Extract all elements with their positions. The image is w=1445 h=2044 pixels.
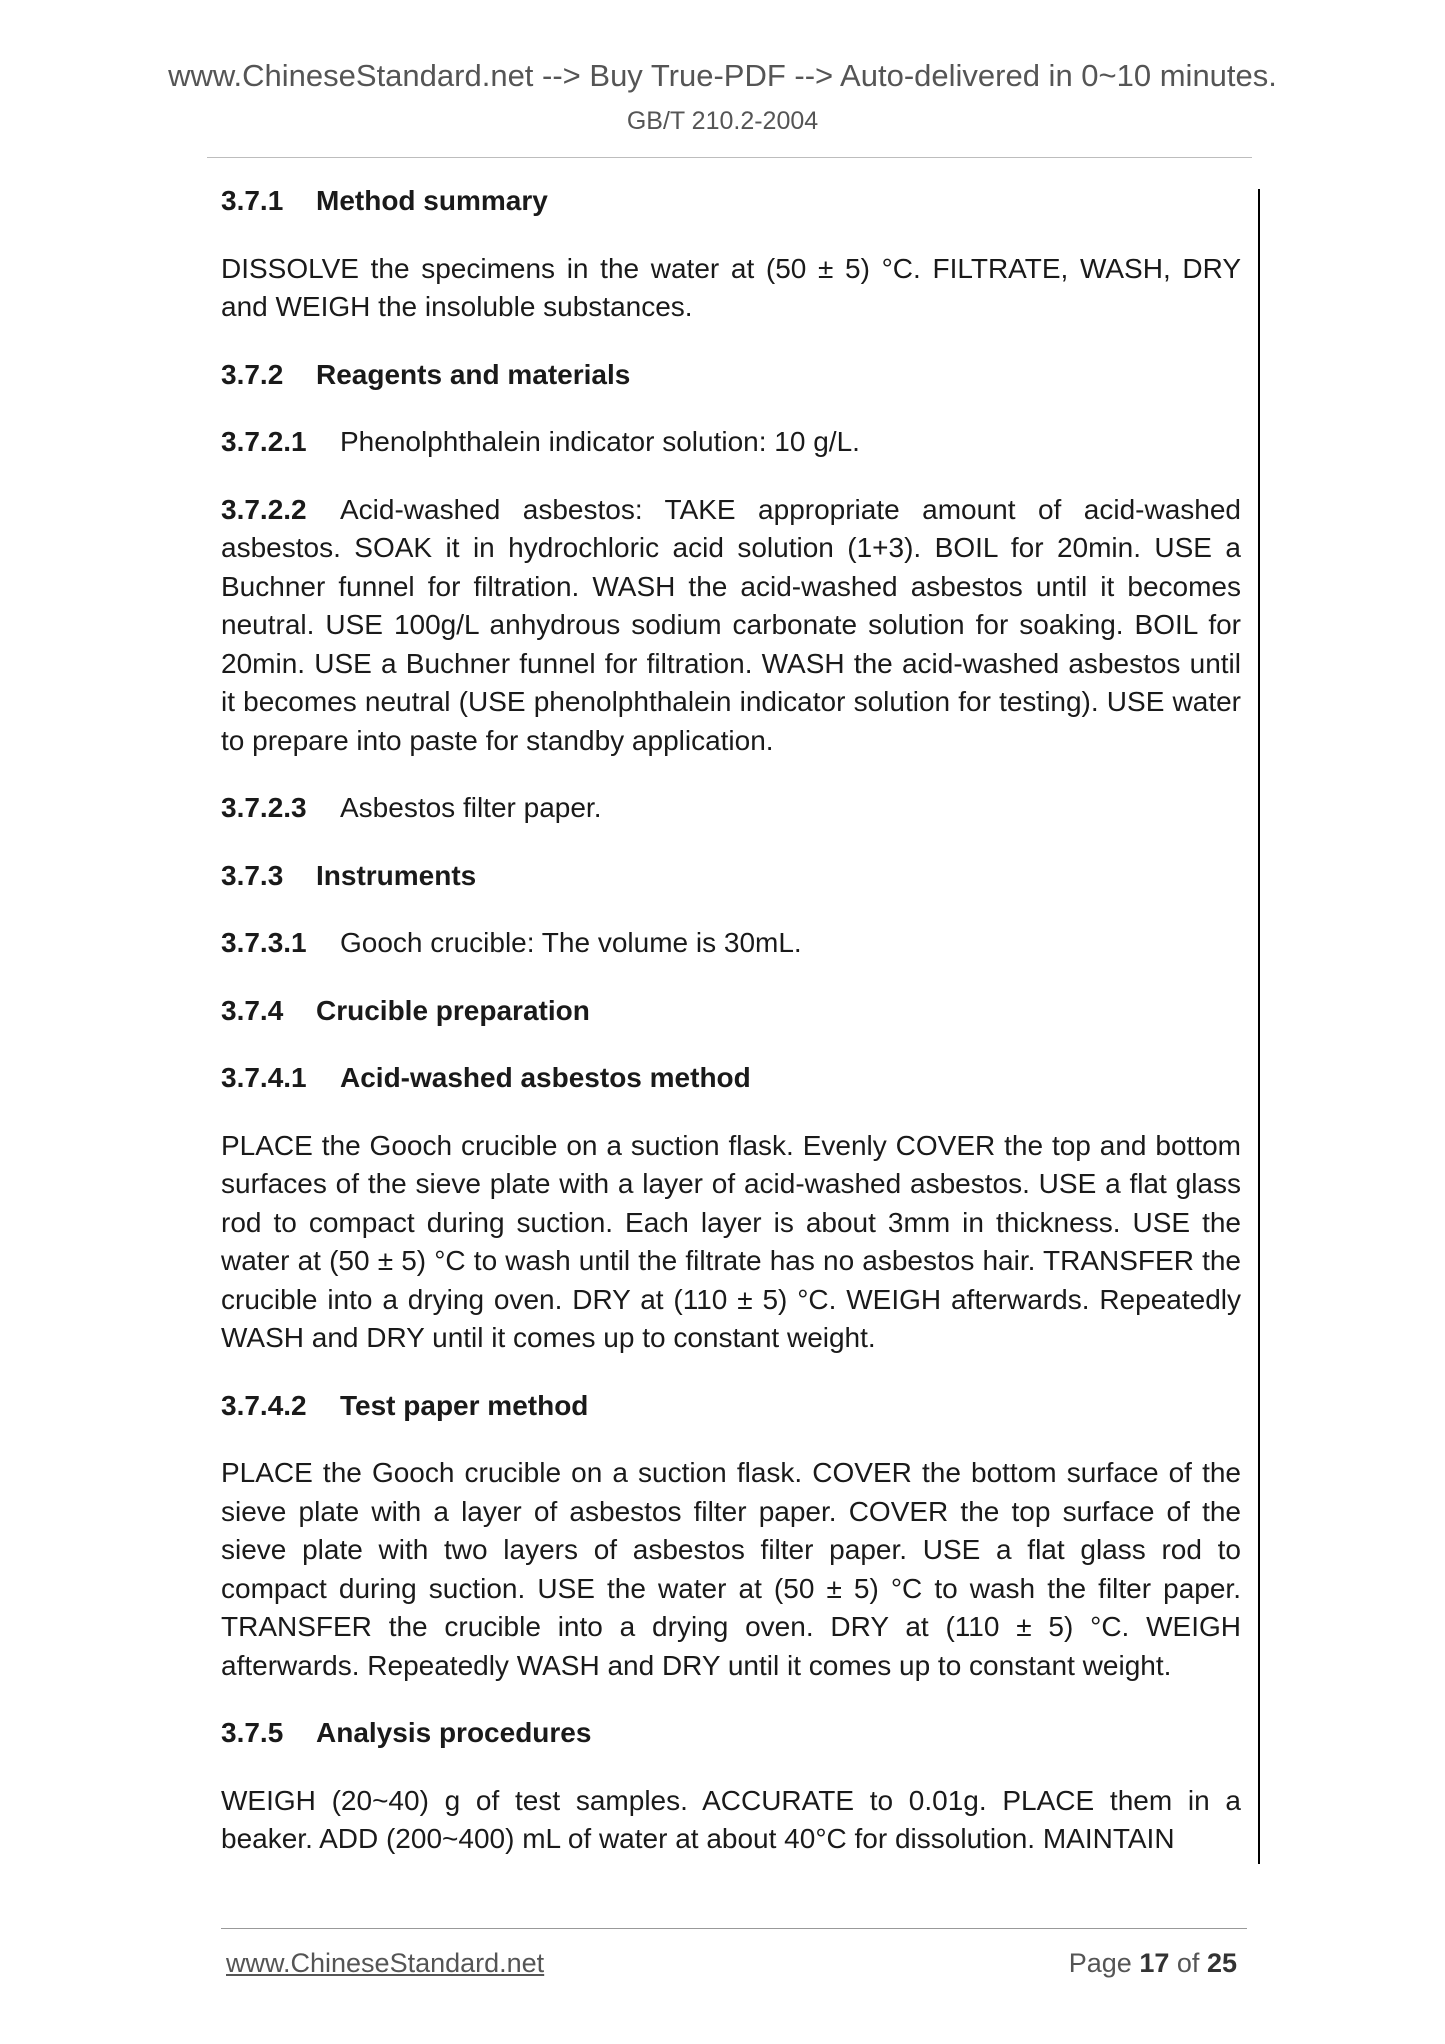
footer-divider: [221, 1928, 1247, 1929]
section-number: 3.7.2.3: [221, 792, 307, 823]
item-text: Gooch crucible: The volume is 30mL.: [340, 927, 802, 958]
section-number: 3.7.2.1: [221, 426, 307, 457]
section-title: Instruments: [316, 859, 477, 891]
item-text: Phenolphthalein indicator solution: 10 g/L.: [340, 426, 860, 457]
section-title: Analysis procedures: [316, 1717, 592, 1748]
section-number: 3.7.4.2: [221, 1389, 307, 1421]
document-body: [221, 182, 1241, 1888]
page-of: of: [1176, 1948, 1200, 1978]
heading-3-7-3: [221, 857, 1241, 896]
item-3-7-2-3: [221, 789, 1241, 828]
heading-3-7-1: [221, 182, 1241, 221]
heading-3-7-5: [221, 1714, 1241, 1753]
heading-3-7-2: [221, 356, 1241, 395]
page-word: Page: [1068, 1948, 1132, 1978]
item-3-7-2-1: [221, 423, 1241, 462]
section-number: 3.7.5: [221, 1717, 284, 1748]
section-number: 3.7.2.2: [221, 493, 307, 525]
section-number: 3.7.3.1: [221, 927, 307, 958]
section-number: 3.7.4.1: [221, 1062, 307, 1093]
heading-3-7-4-2: [221, 1387, 1241, 1426]
page-total: 25: [1206, 1948, 1237, 1978]
section-title: Crucible preparation: [316, 994, 590, 1026]
section-title: Method summary: [316, 185, 548, 216]
paragraph-analysis-procedures: WEIGH (20~40) g of test samples. ACCURATE to 0.01g. PLACE them in a beaker. ADD (200~400) mL of water at about 40°C for dissolution. MAINTAIN: [221, 1784, 1241, 1854]
paragraph-test-paper-method: PLACE the Gooch crucible on a suction flask. COVER the bottom surface of the sieve plate with a layer of asbestos filter paper. COVER the top surface of the sieve plate with two layers of asbestos filter paper. USE a flat glass rod to compact during suction. USE the water at (50 ± 5) °C to wash the filter paper. TRANSFER the crucible into a drying oven. DRY at (110 ± 5) °C. WEIGH afterwards. Repeatedly WASH and DRY until it comes up to constant weight.: [221, 1457, 1241, 1681]
standard-code: GB/T 210.2-2004: [626, 107, 819, 135]
footer-website-link[interactable]: www.ChineseStandard.net: [226, 1948, 545, 1978]
section-number: 3.7.3: [221, 859, 284, 891]
section-number: 3.7.2: [221, 358, 284, 390]
section-number: 3.7.1: [221, 185, 284, 216]
heading-3-7-4-1: [221, 1059, 1241, 1098]
section-number: 3.7.4: [221, 994, 284, 1026]
paragraph-acid-washed-method: PLACE the Gooch crucible on a suction flask. Evenly COVER the top and bottom surfaces of the sieve plate with a layer of acid-washed asbestos. USE a flat glass rod to compact during suction. Each layer is about 3mm in thickness. USE the water at (50 ± 5) °C to wash until the filtrate has no asbestos hair. TRANSFER the crucible into a drying oven. DRY at (110 ± 5) °C. WEIGH afterwards. Repeatedly WASH and DRY until it comes up to constant weight.: [221, 1129, 1241, 1353]
page-indicator: [1069, 1948, 1237, 1979]
paragraph-method-summary: DISSOLVE the specimens in the water at (50 ± 5) °C. FILTRATE, WASH, DRY and WEIGH the insoluble substances.: [221, 252, 1241, 322]
header-divider: [207, 157, 1252, 158]
revision-bar: [1258, 189, 1260, 1864]
section-title: Acid-washed asbestos method: [340, 1062, 751, 1093]
item-3-7-3-1: [221, 924, 1241, 963]
item-text: Acid-washed asbestos: TAKE appropriate amount of acid-washed asbestos. SOAK it in hydrochloric acid solution (1+3). BOIL for 20min. USE a Buchner funnel for filtration. WASH the acid-washed asbestos until it becomes neutral. USE 100g/L anhydrous sodium carbonate solution for soaking. BOIL for 20min. USE a Buchner funnel for filtration. WASH the acid-washed asbestos until it becomes neutral (USE phenolphthalein indicator solution for testing). USE water to prepare into paste for standby application.: [221, 493, 1241, 756]
section-title: Test paper method: [340, 1389, 589, 1421]
header-banner: www.ChineseStandard.net --> Buy True-PDF --> Auto-delivered in 0~10 minutes.: [168, 58, 1277, 93]
section-title: Reagents and materials: [316, 358, 631, 390]
item-text: Asbestos filter paper.: [340, 792, 602, 823]
page-current: 17: [1139, 1948, 1170, 1978]
heading-3-7-4: [221, 992, 1241, 1031]
item-3-7-2-2: [221, 491, 1241, 761]
